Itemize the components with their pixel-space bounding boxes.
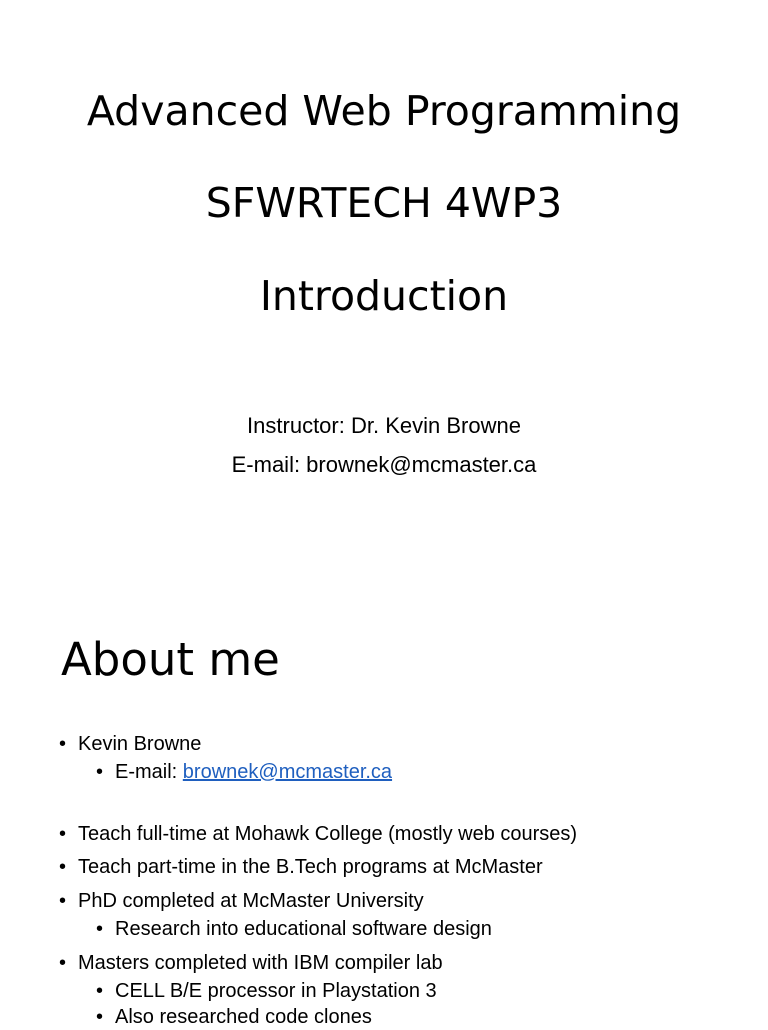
bullet-marker: • [59,733,67,755]
list-item [96,978,437,1004]
bullet-marker: • [96,1006,104,1028]
bullet-marker: • [59,856,67,878]
bullet-text: CELL B/E processor in Playstation 3 [115,980,437,1002]
bullet-text: PhD completed at McMaster University [78,890,424,912]
list-item [59,888,424,914]
list-item [59,854,543,880]
bullet-marker: • [59,952,67,974]
bullet-text: Teach full-time at Mohawk College (mostly web courses) [78,823,578,845]
email-link[interactable]: brownek@mcmaster.ca [182,761,393,783]
bullet-text: Masters completed with IBM compiler lab [78,952,443,974]
bullet-marker: • [96,918,104,940]
list-item [59,821,577,847]
bullet-text: E-mail: [115,761,183,783]
list-item [59,950,443,976]
bullet-text: Research into educational software design [115,918,492,940]
list-item [59,731,201,757]
bullet-marker: • [59,823,67,845]
instructor-name: Instructor: Dr. Kevin Browne [247,413,521,438]
course-code: SFWRTECH 4WP3 [205,179,563,227]
about-heading: About me [61,633,280,686]
bullet-text: Kevin Browne [78,733,202,755]
instructor-email: E-mail: brownek@mcmaster.ca [231,452,537,477]
bullet-marker: • [96,980,104,1002]
list-item [96,916,492,942]
list-item [96,1004,372,1030]
bullet-text: Teach part-time in the B.Tech programs at McMaster [78,856,543,878]
course-title: Advanced Web Programming [86,87,682,135]
bullet-marker: • [96,761,104,783]
bullet-text: Also researched code clones [115,1006,372,1028]
bullet-marker: • [59,890,67,912]
list-item [96,759,392,785]
slide-subtitle: Introduction [259,272,509,320]
